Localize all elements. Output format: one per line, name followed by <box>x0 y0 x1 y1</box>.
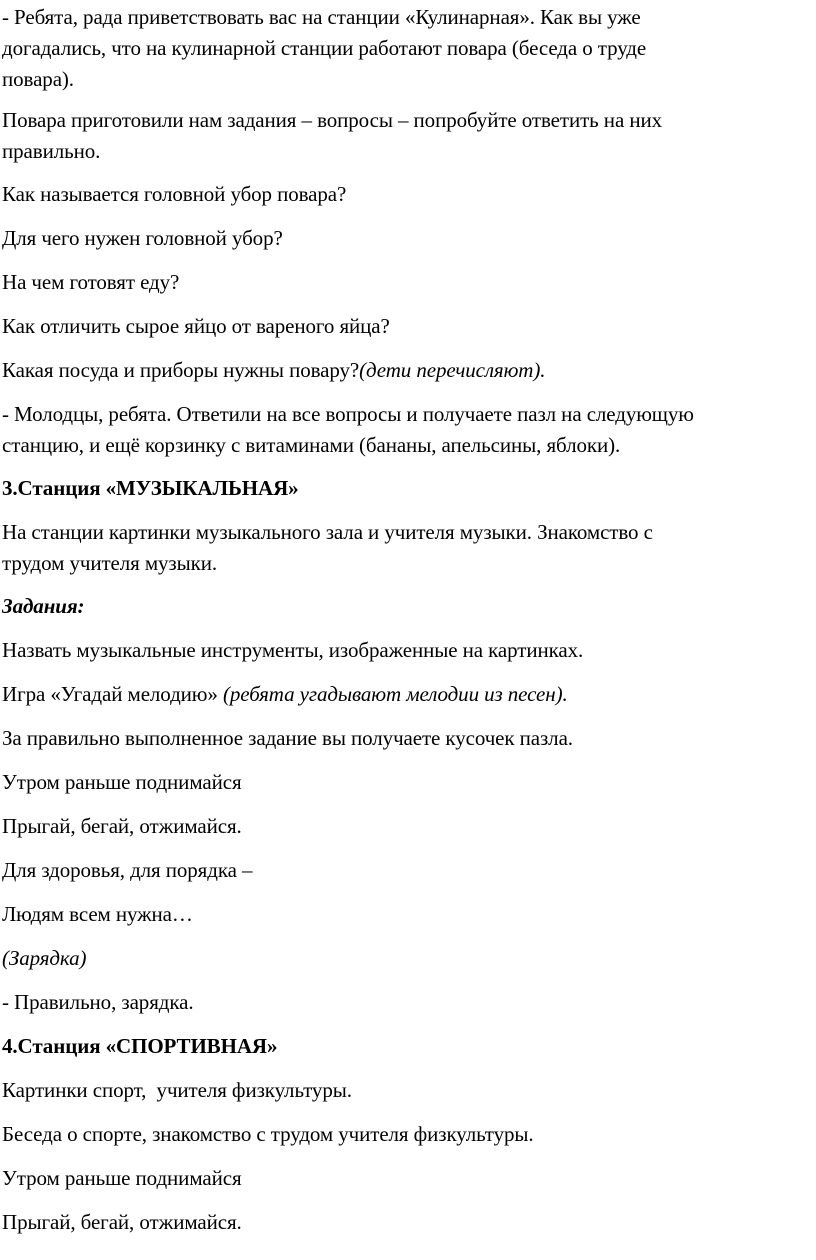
paragraph-sport-talk: Беседа о спорте, знакомство с трудом учителя физкультуры. <box>2 1122 534 1146</box>
heading-music-station: 3.Станция «МУЗЫКАЛЬНАЯ» <box>2 476 299 500</box>
paragraph-praise: - Молодцы, ребята. Ответили на все вопросы и получаете пазл на следующую станцию, и ещё корзинку с витаминами (бананы, апельсины, яблоки). <box>2 402 694 457</box>
heading-sport-station: 4.Станция «СПОРТИВНАЯ» <box>2 1034 278 1058</box>
poem-answer: (Зарядка) <box>2 946 87 970</box>
poem2-line-2: Прыгай, бегай, отжимайся. <box>2 1210 242 1234</box>
paragraph-puzzle-reward: За правильно выполненное задание вы получаете кусочек пазла. <box>2 726 573 750</box>
poem-line-4: Людям всем нужна… <box>2 902 193 926</box>
paragraph-tasks-intro: Повара приготовили нам задания – вопросы – попробуйте ответить на них правильно. <box>2 108 662 163</box>
question-hat-purpose: Для чего нужен головной убор? <box>2 226 283 250</box>
paragraph-greeting: - Ребята, рада приветствовать вас на станции «Кулинарная». Как вы уже догадались, что на кулинарной станции работают повара (беседа о труде повара). <box>2 5 647 91</box>
paragraph-correct: - Правильно, зарядка. <box>2 990 194 1014</box>
question-cooking: На чем готовят еду? <box>2 270 180 294</box>
task-guess-melody: Игра «Угадай мелодию» (ребята угадывают мелодии из песен). <box>2 682 568 706</box>
heading-tasks: Задания: <box>2 594 85 618</box>
poem-line-1: Утром раньше поднимайся <box>2 770 242 794</box>
paragraph-sport-pictures: Картинки спорт, учителя физкультуры. <box>2 1078 352 1102</box>
task-instruments: Назвать музыкальные инструменты, изображенные на картинках. <box>2 638 584 662</box>
paragraph-music-intro: На станции картинки музыкального зала и учителя музыки. Знакомство с трудом учителя музыки. <box>2 520 653 575</box>
poem-line-2: Прыгай, бегай, отжимайся. <box>2 814 242 838</box>
poem2-line-1: Утром раньше поднимайся <box>2 1166 242 1190</box>
question-egg: Как отличить сырое яйцо от вареного яйца? <box>2 314 390 338</box>
question-utensils: Какая посуда и приборы нужны повару?(дети перечисляют). <box>2 358 546 382</box>
question-hat: Как называется головной убор повара? <box>2 182 347 206</box>
poem-line-3: Для здоровья, для порядка – <box>2 858 253 882</box>
